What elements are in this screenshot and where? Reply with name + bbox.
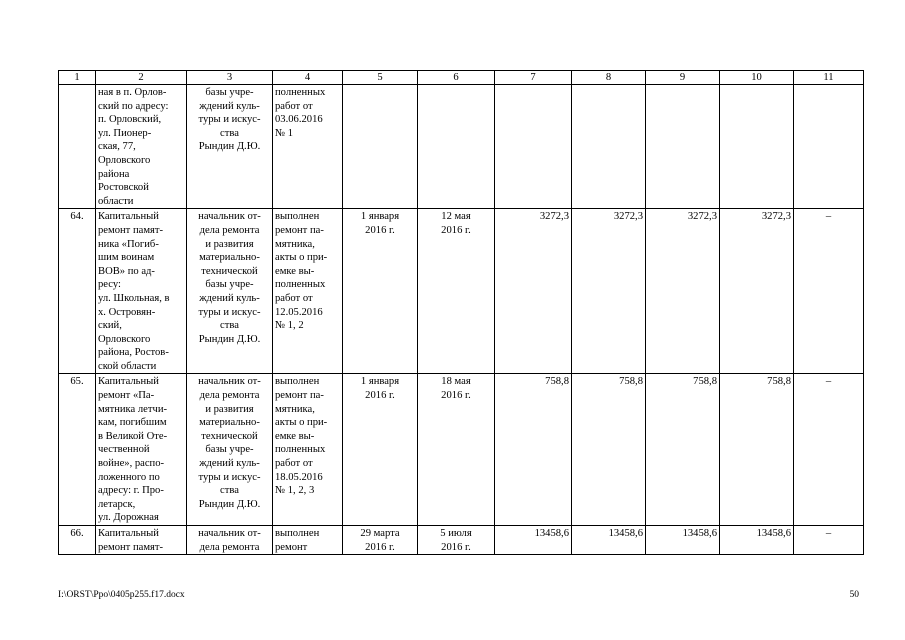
result-status: полненных работ от 03.06.2016 № 1 <box>273 85 343 209</box>
table-row <box>59 374 864 526</box>
end-date <box>418 85 495 209</box>
responsible-person: базы учре- ждений куль- туры и искус- ства Рындин Д.Ю. <box>187 85 273 209</box>
value-col-7: 758,8 <box>495 374 572 526</box>
col-header-8: 8 <box>572 71 646 85</box>
value-col-10 <box>720 85 794 209</box>
col-header-10: 10 <box>720 71 794 85</box>
event-name: ная в п. Орлов- ский по адресу: п. Орловский, ул. Пионер- ская, 77, Орловского района Ростовской области <box>96 85 187 209</box>
col-header-3: 3 <box>187 71 273 85</box>
row-number: 66. <box>59 526 96 555</box>
value-col-9: 3272,3 <box>646 209 720 374</box>
start-date: 1 января 2016 г. <box>343 374 418 526</box>
table-row <box>59 209 864 374</box>
value-col-10: 3272,3 <box>720 209 794 374</box>
document-path: I:\ORST\Ppo\0405p255.f17.docx <box>58 590 185 600</box>
col-header-6: 6 <box>418 71 495 85</box>
value-col-11: – <box>794 374 864 526</box>
value-col-8 <box>572 85 646 209</box>
value-col-8: 13458,6 <box>572 526 646 555</box>
responsible-person: начальник от- дела ремонта и развития материально- технической базы учре- ждений куль- туры и искус- ства Рындин Д.Ю. <box>187 209 273 374</box>
value-col-7: 3272,3 <box>495 209 572 374</box>
row-number: 65. <box>59 374 96 526</box>
value-col-9: 758,8 <box>646 374 720 526</box>
result-status: выполнен ремонт па- мятника, акты о при- емке вы- полненных работ от 12.05.2016 № 1, 2 <box>273 209 343 374</box>
end-date: 12 мая 2016 г. <box>418 209 495 374</box>
value-col-8: 3272,3 <box>572 209 646 374</box>
value-col-8: 758,8 <box>572 374 646 526</box>
col-header-7: 7 <box>495 71 572 85</box>
col-header-2: 2 <box>96 71 187 85</box>
event-name: Капитальный ремонт памят- ника «Погиб- шим воинам ВОВ» по ад- ресу: ул. Школьная, в х. Островян- ский, Орловского района, Ростов- ской области <box>96 209 187 374</box>
value-col-10: 758,8 <box>720 374 794 526</box>
table-row <box>59 526 864 555</box>
responsible-person: начальник от- дела ремонта <box>187 526 273 555</box>
start-date: 29 марта 2016 г. <box>343 526 418 555</box>
page-number: 50 <box>849 590 859 600</box>
col-header-11: 11 <box>794 71 864 85</box>
value-col-9: 13458,6 <box>646 526 720 555</box>
table-row <box>59 85 864 209</box>
value-col-10: 13458,6 <box>720 526 794 555</box>
responsible-person: начальник от- дела ремонта и развития материально- технической базы учре- ждений куль- туры и искус- ства Рындин Д.Ю. <box>187 374 273 526</box>
result-status: выполнен ремонт па- мятника, акты о при- емке вы- полненных работ от 18.05.2016 № 1, 2, 3 <box>273 374 343 526</box>
result-status: выполнен ремонт <box>273 526 343 555</box>
value-col-11: – <box>794 526 864 555</box>
start-date: 1 января 2016 г. <box>343 209 418 374</box>
event-name: Капитальный ремонт «Па- мятника летчи- кам, погибшим в Великой Оте- чественной войне», распо- ложенного по адресу: г. Про- летарск, ул. Дорожная <box>96 374 187 526</box>
value-col-7: 13458,6 <box>495 526 572 555</box>
end-date: 18 мая 2016 г. <box>418 374 495 526</box>
row-number: 64. <box>59 209 96 374</box>
col-header-9: 9 <box>646 71 720 85</box>
value-col-11: – <box>794 209 864 374</box>
row-number <box>59 85 96 209</box>
col-header-4: 4 <box>273 71 343 85</box>
value-col-7 <box>495 85 572 209</box>
value-col-11 <box>794 85 864 209</box>
end-date: 5 июля 2016 г. <box>418 526 495 555</box>
col-header-1: 1 <box>59 71 96 85</box>
start-date <box>343 85 418 209</box>
col-header-5: 5 <box>343 71 418 85</box>
plan-table <box>58 70 864 555</box>
value-col-9 <box>646 85 720 209</box>
event-name: Капитальный ремонт памят- <box>96 526 187 555</box>
column-number-row <box>59 71 864 85</box>
